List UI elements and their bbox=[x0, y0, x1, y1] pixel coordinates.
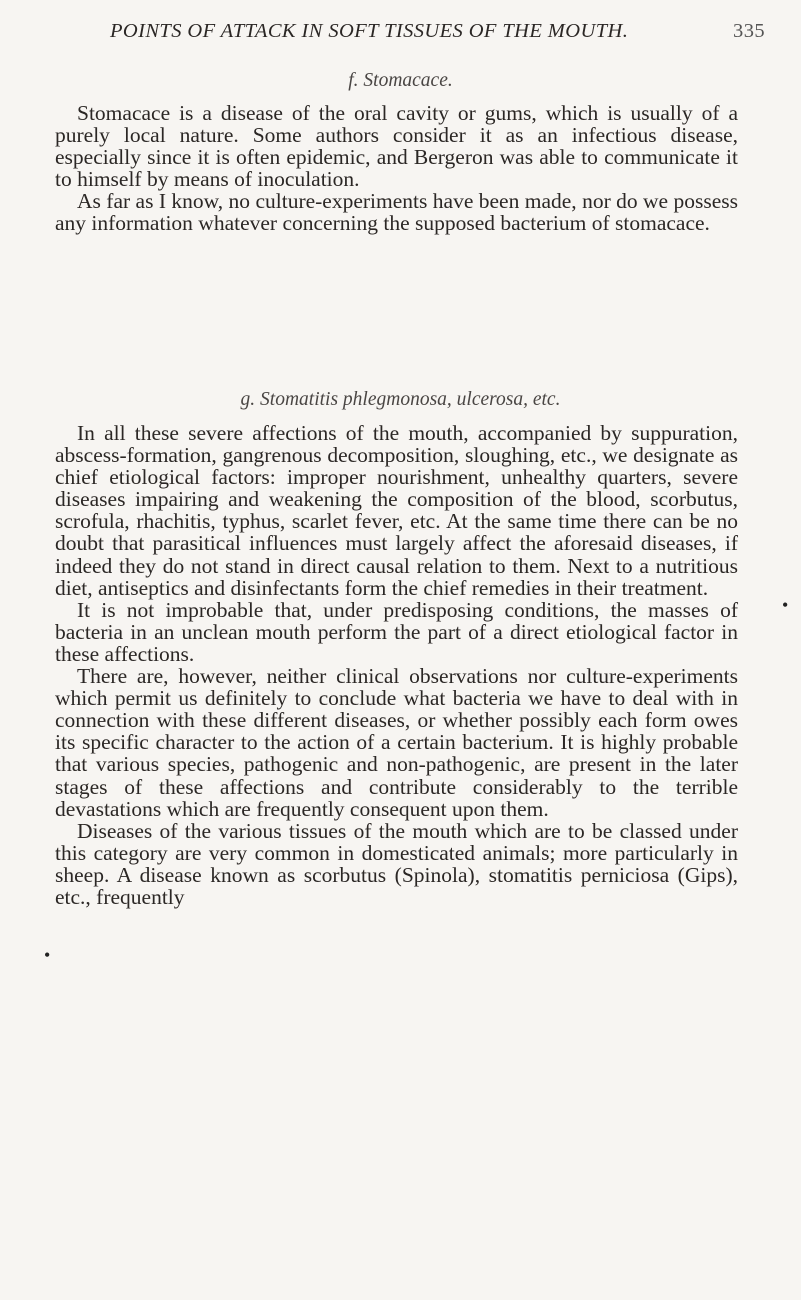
paragraph: It is not improbable that, under predisposing conditions, the masses of bacteria in an unclean mouth perform the part of a direct etiological factor in these affections. bbox=[55, 597, 738, 666]
running-head bbox=[110, 20, 765, 50]
paragraph: Stomacace is a disease of the oral cavity or gums, which is usually of a purely local nature. Some authors consider it as an infectious disease, especially since it is often epidemic, and Bergeron was able to communicate it to himself by means of inoculation. bbox=[55, 101, 738, 192]
section-heading-stomatitis: g. Stomatitis phlegmonosa, ulcerosa, etc. bbox=[240, 389, 561, 410]
paragraph: There are, however, neither clinical observations nor culture-experiments which permit us definitely to conclude what bacteria we have to deal with in connection with these different diseases, or whether possibly each form owes its specific character to the action of a certain bacterium. It is highly probable that various species, pathogenic and non-pathogenic, are present in the later stages of these affections and contribute considerably to the terrible devastations which are frequently consequent upon them. bbox=[55, 664, 738, 821]
section-heading-stomacace: f. Stomacace. bbox=[348, 70, 453, 91]
margin-dot-mark: • bbox=[782, 595, 789, 615]
running-title: POINTS OF ATTACK IN SOFT TISSUES OF THE MOUTH. bbox=[110, 20, 629, 42]
section-body-stomacace bbox=[55, 102, 738, 235]
margin-dot-mark: • bbox=[44, 945, 51, 965]
paragraph: As far as I know, no culture-experiments have been made, nor do we possess any information whatever concerning the supposed bacterium of stomacace. bbox=[55, 189, 738, 236]
section-body-stomatitis bbox=[55, 422, 738, 908]
paragraph: Diseases of the various tissues of the mouth which are to be classed under this category are very common in domesticated animals; more particularly in sheep. A disease known as scorbutus (Spinola), stomatitis perniciosa (Gips), etc., frequently bbox=[55, 818, 738, 909]
page-number: 335 bbox=[733, 20, 765, 42]
paragraph: In all these severe affections of the mouth, accompanied by suppuration, abscess-formation, gangrenous decomposition, sloughing, etc., we designate as chief etiological factors: improper nourishment, unhealthy quarters, severe diseases impairing and weakening the composition of the blood, scorbutus, scrofula, rhachitis, typhus, scarlet fever, etc. At the same time there can be no doubt that parasitical influences must largely affect the aforesaid diseases, if indeed they do not stand in direct causal relation to them. Next to a nutritious diet, antiseptics and disinfectants form the chief remedies in their treatment. bbox=[55, 421, 738, 600]
